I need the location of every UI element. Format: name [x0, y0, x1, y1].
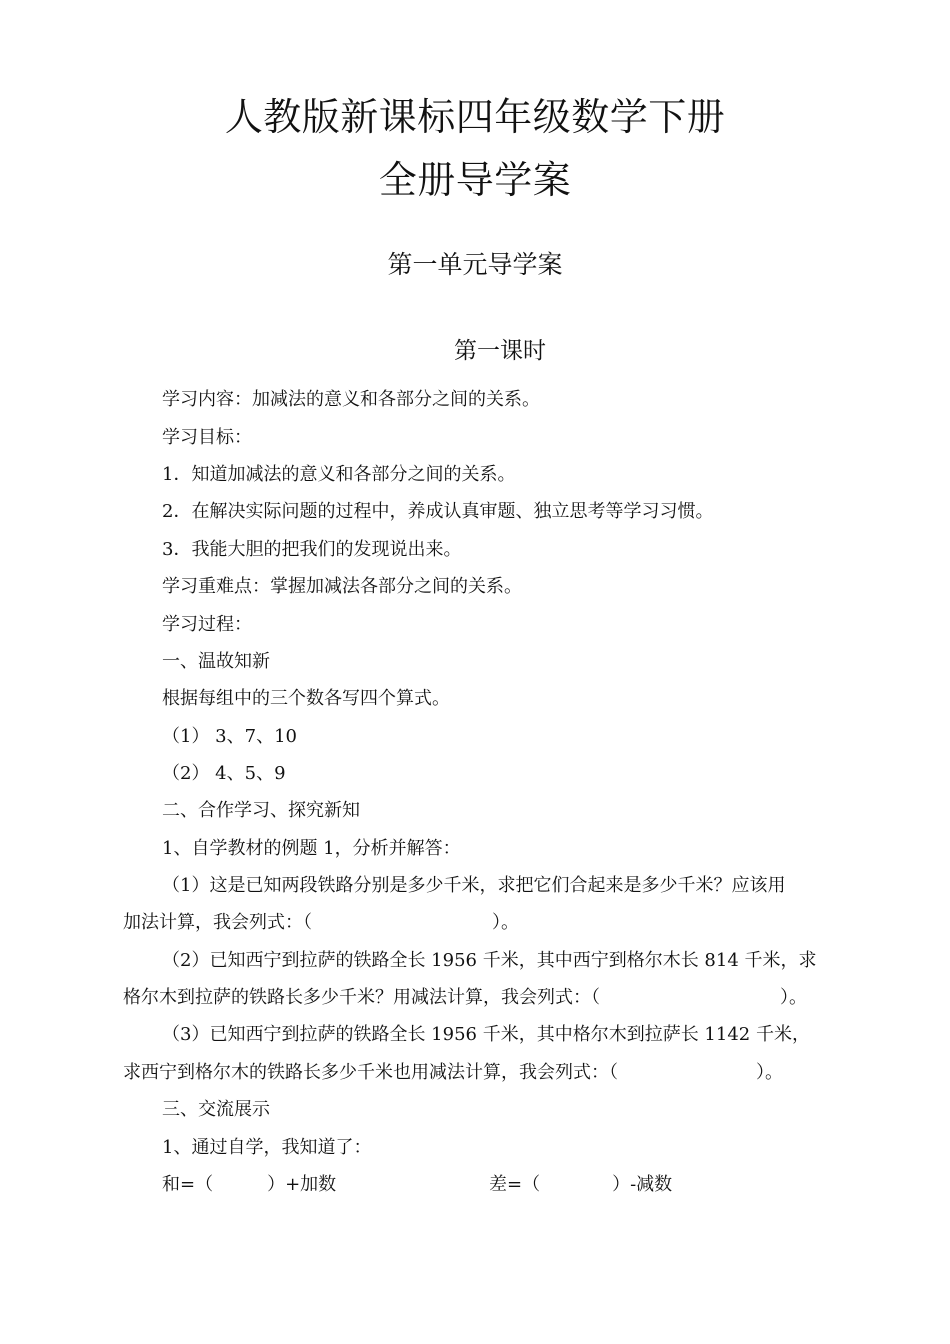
question-3-prompt: 求西宁到格尔木的铁路长多少千米也用减法计算，我会列式：（	[123, 1062, 618, 1083]
task-1: 1、自学教材的例题 1，分析并解答：	[162, 838, 461, 859]
sum-formula-left: 和=（	[162, 1174, 214, 1195]
review-group-2: （2） 4、5、9	[162, 763, 286, 784]
learning-content: 学习内容：加减法的意义和各部分之间的关系。	[162, 389, 540, 410]
review-group-1: （1） 3、7、10	[162, 726, 297, 747]
section-explore-heading: 二、合作学习、探究新知	[162, 800, 360, 821]
question-1-line1: （1）这是已知两段铁路分别是多少千米，求把它们合起来是多少千米？应该用	[162, 875, 786, 896]
question-3-close: ）。	[756, 1062, 783, 1083]
document-title-line1: 人教版新课标四年级数学下册	[224, 95, 726, 139]
difference-formula-right: ）-减数	[612, 1174, 673, 1195]
question-2-line1: （2）已知西宁到拉萨的铁路全长 1956 千米，其中西宁到格尔木长 814 千米，求	[162, 950, 817, 971]
goal-item-3: 3．我能大胆的把我们的发现说出来。	[162, 539, 462, 560]
question-3-line2	[123, 1064, 783, 1082]
goal-item-2: 2．在解决实际问题的过程中，养成认真审题、独立思考等学习习惯。	[162, 501, 714, 522]
difference-formula-left: 差=（	[489, 1174, 541, 1195]
question-1-close: ）。	[492, 912, 519, 933]
difference-formula	[489, 1176, 672, 1194]
learning-goals-label: 学习目标：	[162, 427, 252, 448]
question-2-prompt: 格尔木到拉萨的铁路长多少千米？用减法计算，我会列式：（	[123, 987, 600, 1008]
sum-formula-right: ）+加数	[267, 1174, 337, 1195]
lesson-title: 第一课时	[454, 338, 546, 364]
question-2-line2	[123, 989, 807, 1007]
question-2-close: ）。	[780, 987, 807, 1008]
question-1-prompt: 加法计算，我会列式：（	[123, 912, 312, 933]
goal-item-1: 1．知道加减法的意义和各部分之间的关系。	[162, 464, 516, 485]
question-1-line2	[123, 914, 519, 932]
review-instruction: 根据每组中的三个数各写四个算式。	[162, 688, 450, 709]
key-points: 学习重难点：掌握加减法各部分之间的关系。	[162, 576, 522, 597]
section-review-heading: 一、温故知新	[162, 651, 270, 672]
unit-title: 第一单元导学案	[387, 250, 563, 279]
question-3-line1: （3）已知西宁到拉萨的铁路全长 1956 千米，其中格尔木到拉萨长 1142 千米，	[162, 1024, 810, 1045]
document-title-line2: 全册导学案	[378, 158, 572, 202]
sum-formula	[162, 1176, 336, 1194]
process-label: 学习过程：	[162, 614, 252, 635]
learned-intro: 1、通过自学，我知道了：	[162, 1137, 372, 1158]
section-share-heading: 三、交流展示	[162, 1099, 270, 1120]
